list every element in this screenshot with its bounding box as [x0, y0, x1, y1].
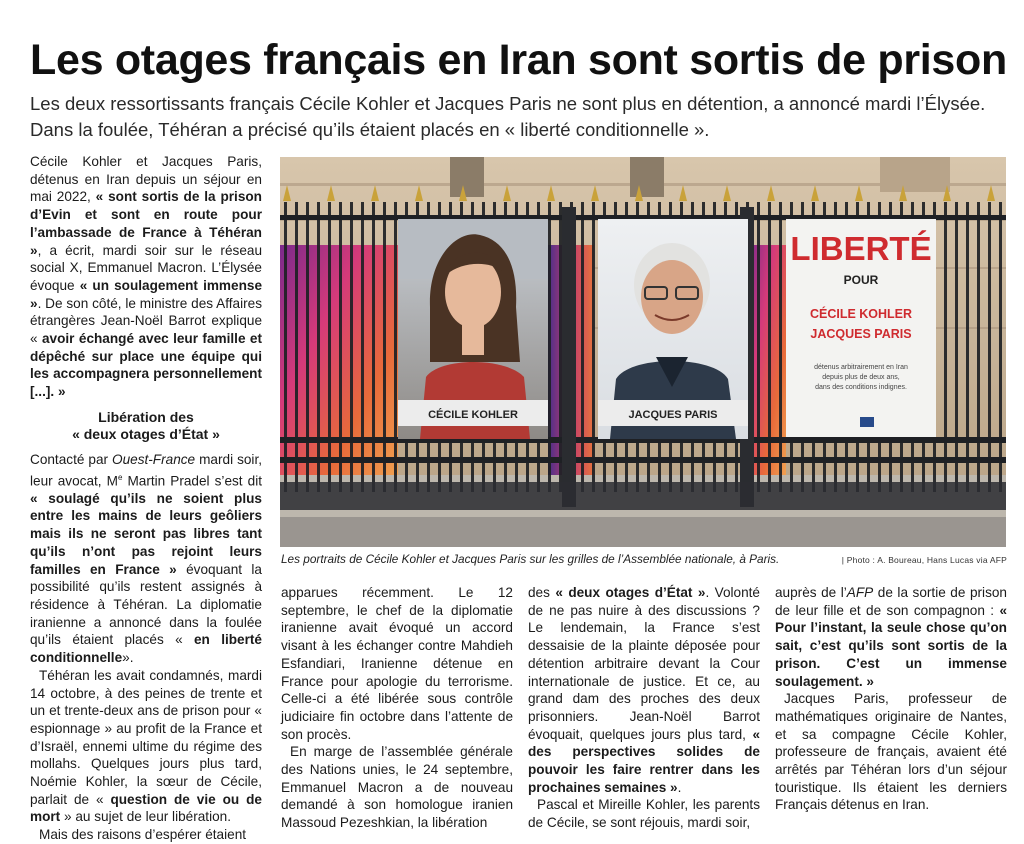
paragraph: En marge de l’assemblée générale des Nations unies, le 24 septembre, Emmanuel Macron a de nouveau demandé à son homologue iranien Massoud Pezeshkian, la libération: [281, 744, 513, 831]
poster-jacques: [598, 219, 748, 439]
article-column-2: [281, 584, 513, 832]
subheading: Libération des « deux otages d’État »: [72, 408, 220, 443]
paragraph: apparues récemment. Le 12 septembre, le chef de la diplomatie iranienne avait évoqué un accord visant à les échanger contre Mahdieh Esfandiari, Iranienne détenue en France pour apologie du terrorisme. Celle-ci a été libérée sous contrôle judiciaire fin octobre dans l’attente de son procès.: [281, 585, 513, 742]
poster-line-2: depuis plus de deux ans,: [822, 374, 900, 381]
paragraph: auprès de l’AFP de la sortie de prison de leur fille et de son compagnon : « Pour l’instant, la seule chose qu’on sait, c’est qu’ils sont sortis de la prison. C’est un immense soulagement. »: [775, 585, 1007, 689]
photo-credit: | Photo : A. Boureau, Hans Lucas via AFP: [841, 555, 1007, 565]
paragraph: Jacques Paris, professeur de mathématiques originaire de Nantes, et sa compagne Cécile Kohler, professeure de français, avaient été arrêtés par Téhéran lors d’un séjour touristique. Ils étaient les derniers Français détenus en Iran.: [775, 691, 1007, 813]
paragraph: des « deux otages d’État ». Volonté de ne pas nuire à des discussions ? Le lendemain, la France s’est dessaisie de la plainte déposée pour détention arbitraire devant la Cour internationale de justice. Et ce, au grand dam des proches des deux prisonniers. Jean-Noël Barrot évoquait, quelques jours plus tard, « des perspectives solides de pouvoir les faire rentrer dans les prochaines semaines ».: [528, 585, 760, 795]
poster-label-right: JACQUES PARIS: [628, 409, 718, 421]
poster-liberte: [786, 219, 936, 437]
article-column-1: [30, 153, 262, 844]
article-photo: [280, 157, 1006, 547]
poster-cecile: [398, 219, 548, 439]
poster-label-left: CÉCILE KOHLER: [428, 409, 518, 421]
headline: Les otages français en Iran sont sortis de prison: [30, 36, 1007, 84]
paragraph: Pascal et Mireille Kohler, les parents de Cécile, se sont réjouis, mardi soir,: [528, 797, 760, 831]
poster-name-2: JACQUES PARIS: [810, 327, 912, 341]
poster-pour: POUR: [843, 273, 879, 287]
paragraph: Téhéran les avait condamnés, mardi 14 octobre, à des peines de trente et un et trente-deux ans de prison pour « espionnage » au profit de la France et d’Israël, ennemi ultime du régime des mollahs. Quelques jours plus tard, Noémie Kohler, la sœur de Cécile, parlait de « question de vie ou de mort » au sujet de leur libération.: [30, 667, 262, 825]
article-column-3: [528, 584, 760, 832]
paragraph: Cécile Kohler et Jacques Paris, détenus en Iran depuis un séjour en mai 2022, « sont sortis de la prison d’Evin et sont en route pour l’ambassade de France à Téhéran », a écrit, mardi soir sur le réseau social X, Emmanuel Macron. L’Élysée évoque « un soulagement immense ». De son côté, le ministre des Affaires étrangères Jean-Noël Barrot explique « avoir échangé avec leur famille et dépêché sur place une équipe qui les accompagnera personnellement [...]. »: [30, 154, 263, 400]
poster-title: LIBERTÉ: [790, 230, 932, 267]
article-column-4: [775, 584, 1007, 814]
paragraph: Mais des raisons d’espérer étaient: [39, 827, 247, 843]
poster-line-1: détenus arbitrairement en Iran: [814, 364, 908, 371]
paragraph: Contacté par Ouest-France mardi soir, leur avocat, Me Martin Pradel s’est dit « soulagé qu’ils ne soient plus entre les mains de leurs geôliers mais ils ne seront pas libres tant qu’ils n’ont pas rejoint leurs familles en France » évoquant la possibilité qu’ils restent assignés à résidence à Téhéran. La diplomatie iranienne a annoncé dans la foulée qu’ils étaient placés « en liberté conditionnelle».: [30, 451, 262, 666]
poster-line-3: dans des conditions indignes.: [815, 384, 907, 391]
standfirst: Les deux ressortissants français Cécile Kohler et Jacques Paris ne sont plus en détention, a annoncé mardi l’Élysée. Dans la foulée, Téhéran a précisé qu’ils étaient placés en « liberté conditionnelle ».: [30, 93, 986, 140]
poster-name-1: CÉCILE KOHLER: [809, 307, 913, 321]
photo-caption: Les portraits de Cécile Kohler et Jacques Paris sur les grilles de l’Assemblée nationale, à Paris.: [281, 552, 780, 566]
